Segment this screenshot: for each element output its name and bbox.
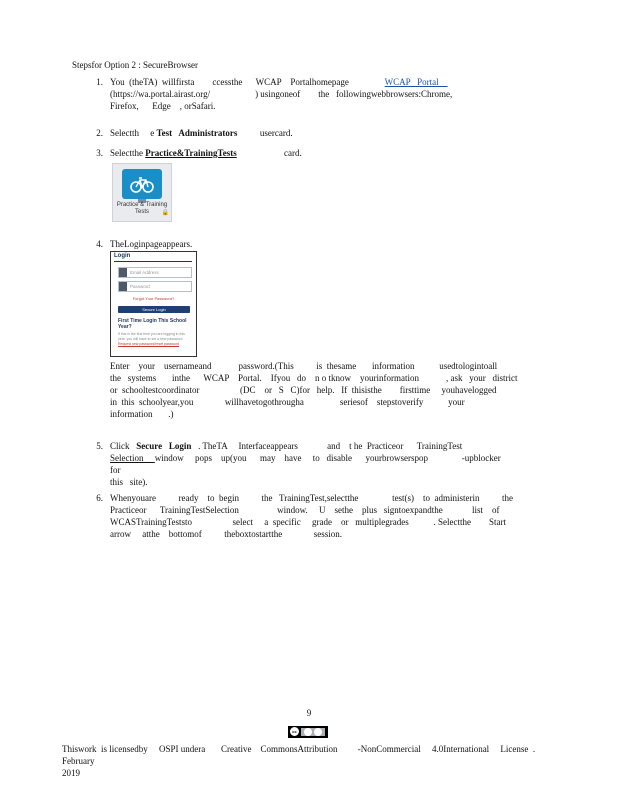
- monitor-icon: [122, 169, 162, 199]
- step-3-intro: Selectthe: [110, 148, 146, 158]
- page-number: 9: [306, 708, 312, 718]
- email-placeholder: Email Address: [130, 270, 159, 275]
- secure-login-label: Secure Login: [136, 441, 192, 451]
- step-2-text: [110, 127, 530, 139]
- step-1-text: [110, 76, 530, 112]
- step-5-intro: Click: [110, 441, 137, 451]
- selection-label: Selection: [110, 453, 155, 463]
- login-title: Login: [114, 253, 131, 259]
- step-6-text: Whenyouare ready to begin the TrainingTest,selectthe test(s) to administerin the Practiceor TrainingTestSelection window. U sethe plus signtoexpandthe list of WCASTrainingTeststo select a specific grade or multiplegrades . Selectthe Start arrow atthe bottomof theboxtostartthe session.: [110, 493, 514, 539]
- step-5-middle: . TheTA Interfaceappears and t he Practiceor TrainingTest: [198, 441, 463, 451]
- step-3-text: [110, 147, 530, 159]
- license-footer: Thiswork is licensedby OSPI undera Creative CommonsAttribution -NonCommercial 4.0International License . February 2019: [62, 744, 536, 778]
- cc-icon: cc: [290, 727, 299, 736]
- section-heading: Stepsfor Option 2 : SecureBrowser: [72, 60, 198, 70]
- cc-license-badge: [288, 726, 328, 738]
- first-time-info: If this is the first time you are logging in this year, you will have to set a new password: [118, 332, 185, 341]
- step-1-rest: (https://wa.portal.airast.org/ ) usingoneof the followingwebbrowsers:Chrome, Firefox, Edge , orSafari.: [110, 89, 453, 111]
- step-4-instructions: Enter your usernameand password.(This is thesame information usedtologintoall the systems inthe WCAP Portal. Ifyou do n o tknow yourinformation , ask your district or schooltestcoordinator (DC or S C)for help. If thisisthe firsttime youhavelogged in this schoolyear,you willhavetogothrougha seriesof stepstoverify your information .): [110, 361, 518, 419]
- attribution-icon: [301, 728, 325, 736]
- password-placeholder: Password: [130, 284, 150, 289]
- first-time-heading: First Time Login This School Year?: [118, 318, 187, 330]
- forgot-password-link[interactable]: Forgot Your Password?: [132, 296, 175, 301]
- step-1-intro: You (theTA) willfirsta ccessthe WCAP Portalhomepage: [110, 77, 385, 87]
- step-number: 2.: [96, 128, 103, 138]
- lock-icon: 🔒: [161, 210, 169, 216]
- user-icon: [119, 268, 127, 277]
- step-5-text: [110, 440, 530, 488]
- wcap-portal-link[interactable]: WCAP Portal: [384, 77, 448, 87]
- test-administrators-label: Test Administrators: [156, 128, 238, 138]
- step-number: 3.: [96, 148, 103, 158]
- step-number: 5.: [96, 441, 103, 451]
- step-number: 1.: [96, 77, 103, 87]
- step-2-intro: Selectth e: [110, 128, 157, 138]
- step-number: 4.: [96, 239, 103, 249]
- step-number: 6.: [96, 493, 103, 503]
- step-5-rest: window pops up(you may have to disable yourbrowserspop -upblocker for this site).: [110, 453, 501, 487]
- step-3-rest: card.: [236, 148, 302, 158]
- password-field[interactable]: [118, 281, 192, 292]
- practice-training-tests-label: Practice&TrainingTests: [145, 148, 237, 158]
- login-divider: [114, 261, 192, 262]
- step-4-text: TheLoginpageappears.: [110, 239, 193, 249]
- email-field[interactable]: [118, 267, 192, 278]
- lock-icon: [119, 282, 127, 291]
- login-panel: [110, 251, 197, 357]
- reset-password-link[interactable]: Request new password/reset password: [118, 342, 180, 346]
- secure-login-button[interactable]: Secure Login: [118, 306, 190, 313]
- step-2-rest: usercard.: [237, 128, 293, 138]
- practice-training-tests-card[interactable]: [112, 163, 172, 222]
- tile-label: Practice & Training Tests: [116, 202, 168, 215]
